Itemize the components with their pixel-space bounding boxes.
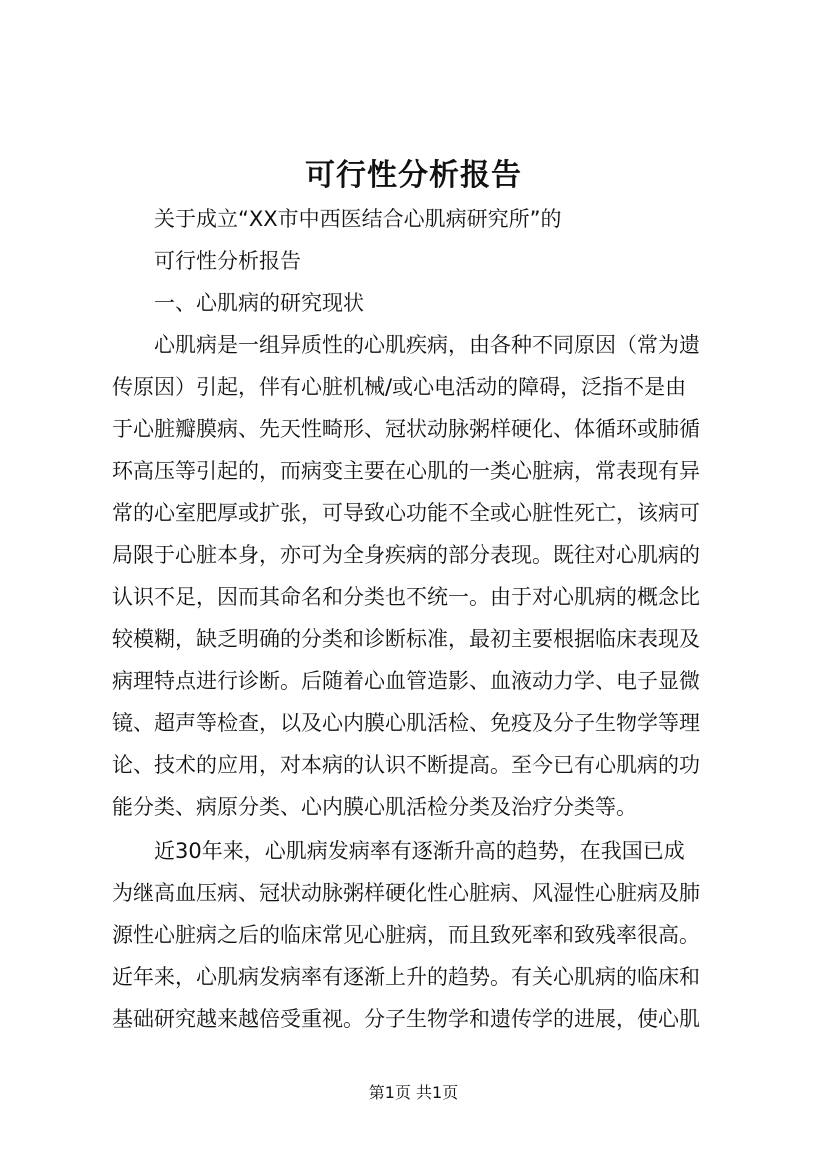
paragraph-line: 认识不足，因而其命名和分类也不统一。由于对心肌病的概念比: [112, 585, 700, 609]
page-footer: 第1页 共1页: [368, 1083, 459, 1102]
paragraph-line: 能分类、病原分类、心内膜心肌活检分类及治疗分类等。: [112, 795, 637, 819]
paragraph-line: 病理特点进行诊断。后随着心血管造影、血液动力学、电子显微: [112, 669, 700, 693]
paragraph-line: 环高压等引起的，而病变主要在心肌的一类心脏病，常表现有异: [112, 459, 700, 483]
document-title: 可行性分析报告: [305, 158, 522, 193]
paragraph-line: 论、技术的应用，对本病的认识不断提高。至今已有心肌病的功: [112, 753, 700, 777]
paragraph-line: 近年来，心肌病发病率有逐渐上升的趋势。有关心肌病的临床和: [112, 965, 700, 989]
paragraph-line: 局限于心脏本身，亦可为全身疾病的部分表现。既往对心肌病的: [112, 543, 700, 567]
paragraph-line: 近30年来，心肌病发病率有逐渐升高的趋势，在我国已成: [154, 839, 685, 863]
paragraph-1: [112, 324, 752, 828]
paragraph-line: 于心脏瓣膜病、先天性畸形、冠状动脉粥样硬化、体循环或肺循: [112, 417, 700, 441]
paragraph-line: 心肌病是一组异质性的心肌疾病，由各种不同原因（常为遗: [154, 333, 700, 357]
paragraph-line: 较模糊，缺乏明确的分类和诊断标准，最初主要根据临床表现及: [112, 627, 700, 651]
paragraph-2: [112, 830, 752, 1040]
paragraph-line: 基础研究越来越倍受重视。分子生物学和遗传学的进展，使心肌: [112, 1007, 700, 1031]
paragraph-line: 为继高血压病、冠状动脉粥样硬化性心脏病、风湿性心脏病及肺: [112, 881, 700, 905]
subtitle-line-1: 关于成立“XX市中西医结合心肌病研究所”的: [154, 207, 562, 231]
paragraph-line: 传原因）引起，伴有心脏机械/或心电活动的障碍，泛指不是由: [112, 375, 687, 399]
section-heading: 一、心肌病的研究现状: [154, 291, 364, 315]
subtitle-line-2: 可行性分析报告: [154, 249, 301, 273]
document-body: [112, 198, 752, 1040]
paragraph-line: 镜、超声等检查，以及心内膜心肌活检、免疫及分子生物学等理: [112, 711, 700, 735]
paragraph-line: 源性心脏病之后的临床常见心脏病，而且致死率和致残率很高。: [112, 923, 700, 947]
paragraph-line: 常的心室肥厚或扩张，可导致心功能不全或心脏性死亡，该病可: [112, 501, 700, 525]
